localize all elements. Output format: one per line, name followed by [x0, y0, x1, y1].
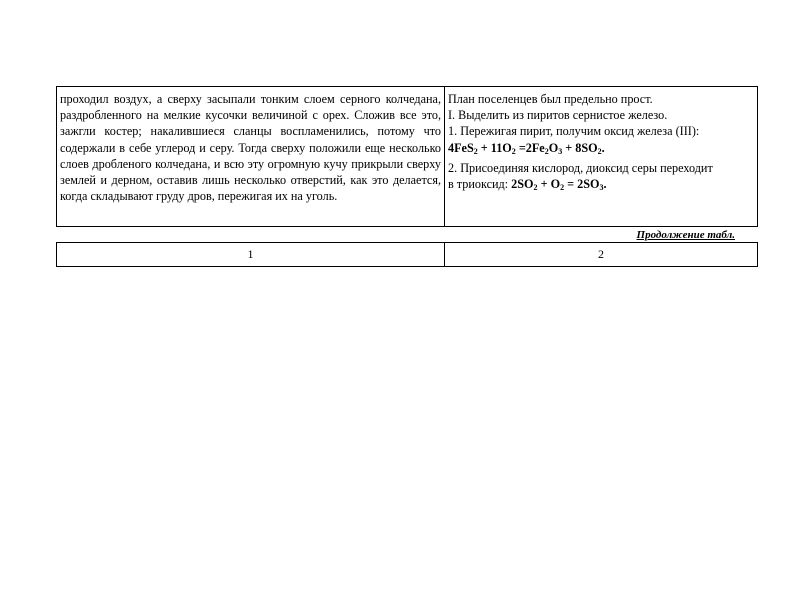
right-cell [445, 87, 758, 227]
formula-roasting: $4FeS_2 + 11O_2 =2Fe_2O_3 + 8SO_2$. [448, 140, 605, 156]
oxidation-line: 2. Присоединяя кислород, диоксид серы переходит [448, 160, 713, 175]
column-number-2: 2 [445, 243, 758, 267]
left-paragraph: проходил воздух, а сверху засыпали тонким слоем серного колчедана, раздробленного на мелкие кусочки величиной с орех. Сложив все это, зажгли костер; накалившиеся сланцы воспламенились, потому что содержали в себе углерод и серу. Тогда сверху положили еще несколько слоев дробленого колчедана, и всю эту огромную кучу прикрыли сверху землей и дерном, оставив лишь несколько отверстий, как это делается, когда складывают груду дров, пережигая их на уголь. [60, 92, 441, 204]
right-content [445, 87, 757, 196]
main-table [56, 86, 758, 227]
formula-oxidation: $2SO_2 + O_2 = 2SO_3$. [511, 177, 607, 193]
continuation-table [56, 242, 758, 267]
step-one-line: I. Выделить из пиритов сернистое железо. [448, 108, 668, 123]
plan-line: План поселенцев был предельно прост. [448, 92, 653, 106]
continuation-caption: Продолжение табл. [636, 229, 735, 241]
column-number-1: 1 [57, 243, 445, 267]
trioxide-line: в триоксид: $2SO_2 + O_2 = 2SO_3$. [448, 177, 607, 193]
roasting-line: 1. Пережигая пирит, получим оксид железа (III): [448, 124, 700, 139]
left-cell [57, 87, 445, 227]
